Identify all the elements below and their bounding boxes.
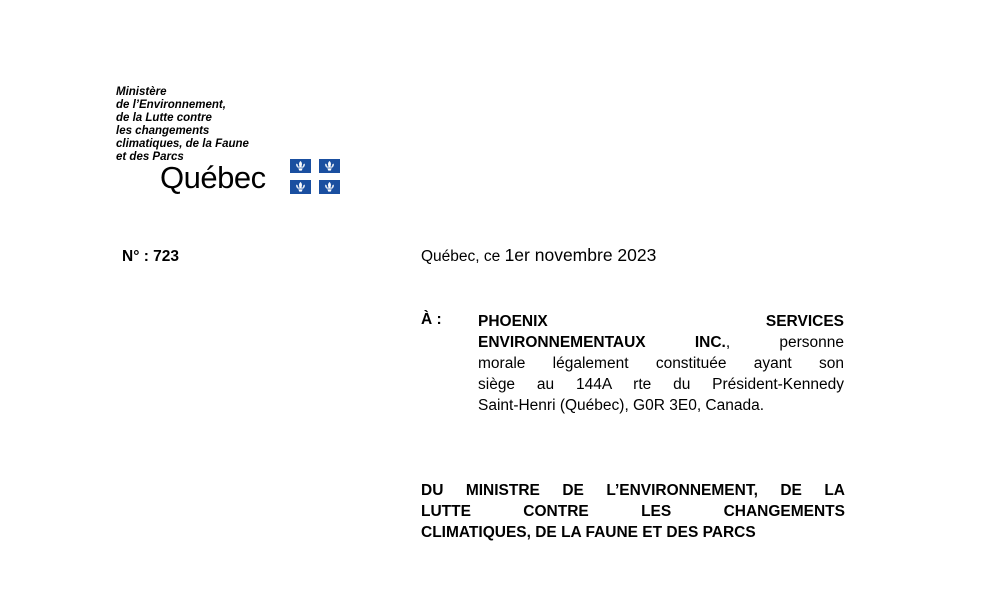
addressee-line: Saint-Henri (Québec), G0R 3E0, Canada. — [478, 397, 765, 414]
dateline-date: 1er novembre 2023 — [504, 245, 657, 265]
addressee-line: siège au 144A rte du Président-Kennedy — [478, 376, 844, 393]
addressee-line-rest: , personne — [725, 334, 845, 351]
ministry-name — [116, 86, 249, 164]
ministry-line: de la Lutte contre — [116, 112, 212, 124]
ministry-line: Ministère — [116, 86, 167, 98]
issuer-line: LUTTE CONTRE LES CHANGEMENTS — [421, 503, 845, 520]
dateline-place: Québec, ce — [421, 248, 505, 265]
ministry-line: les changements — [116, 125, 210, 137]
addressee-name-line: ENVIRONNEMENTAUX INC. — [478, 334, 726, 351]
dateline — [421, 245, 656, 266]
quebec-logo-wordmark: Québec — [160, 160, 266, 195]
ministry-line: climatiques, de la Faune — [116, 138, 249, 150]
recipient-label: À : — [421, 311, 442, 328]
ministry-line: de l’Environnement, — [116, 99, 226, 111]
addressee-line: morale légalement constituée ayant son — [478, 355, 844, 372]
issuer-block — [421, 480, 845, 543]
addressee-name-line: PHOENIX SERVICES — [478, 313, 844, 330]
issuer-line: DU MINISTRE DE L’ENVIRONNEMENT, DE LA — [421, 482, 845, 499]
ministry-line: et des Parcs — [116, 151, 184, 163]
document-number: N° : 723 — [122, 248, 180, 265]
quebec-flag-icon — [290, 159, 340, 194]
issuer-line: CLIMATIQUES, DE LA FAUNE ET DES PARCS — [421, 524, 756, 541]
addressee-line — [478, 332, 844, 353]
addressee-block — [478, 311, 844, 416]
